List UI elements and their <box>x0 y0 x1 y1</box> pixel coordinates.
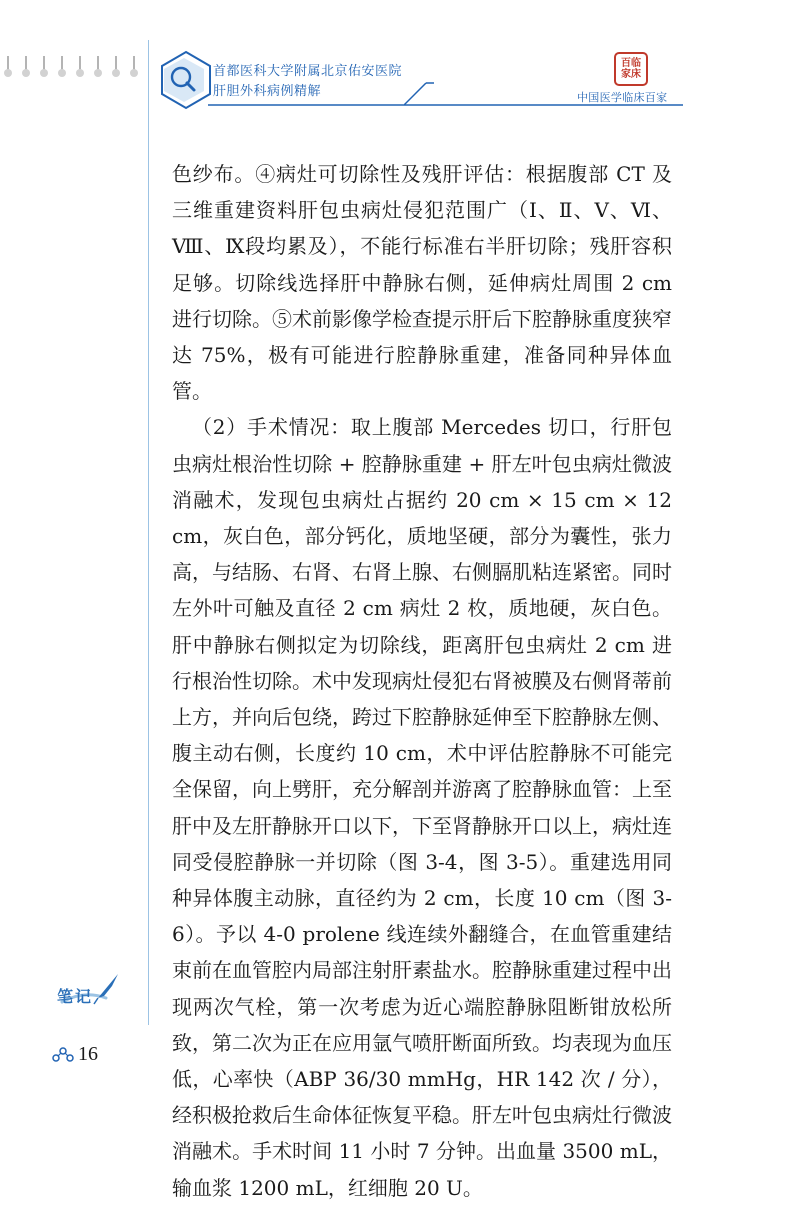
series-name: 中国医学临床百家 <box>577 91 668 104</box>
pin-decoration <box>76 56 84 78</box>
series-seal-logo: 百临 家床 <box>614 52 648 86</box>
main-text <box>172 156 672 1206</box>
pin-decoration <box>58 56 66 78</box>
pin-decoration <box>40 56 48 78</box>
paragraph: 色纱布。④病灶可切除性及残肝评估：根据腹部 CT 及三维重建资料肝包虫病灶侵犯范围广（Ⅰ、Ⅱ、Ⅴ、Ⅵ、Ⅷ、Ⅸ段均累及），不能行标准右半肝切除；残肝容积足够。切除线选择肝中静脉右侧，延伸病灶周围 2 cm 进行切除。⑤术前影像学检查提示肝后下腔静脉重度狭窄达 75%，极有可能进行腔静脉重建，准备同种异体血管。 <box>172 162 672 404</box>
header-book-title: 肝胆外科病例精解 <box>213 84 322 99</box>
pin-decoration <box>112 56 120 78</box>
header-institution: 首都医科大学附属北京佑安医院 <box>213 64 403 79</box>
page-number-area <box>52 1043 98 1065</box>
book-header <box>213 62 402 102</box>
pin-decoration <box>94 56 102 78</box>
notes-label: 笔记 <box>57 987 94 1006</box>
header-rule-slant <box>404 80 434 106</box>
margin-rule <box>148 40 149 1025</box>
binder-pins <box>0 56 140 82</box>
pin-decoration <box>130 56 138 78</box>
notes-badge <box>54 968 124 1012</box>
pin-decoration <box>22 56 30 78</box>
hexagon-magnifier-icon <box>156 50 216 110</box>
molecule-icon <box>52 1045 74 1063</box>
page-number: 16 <box>78 1042 98 1065</box>
pin-decoration <box>4 56 12 78</box>
paragraph: （2）手术情况：取上腹部 Mercedes 切口，行肝包虫病灶根治性切除 + 腔静脉重建 + 肝左叶包虫病灶微波消融术，发现包虫病灶占据约 20 cm × 15 cm × 12 cm，灰白色，部分钙化，质地坚硬，部分为囊性，张力高，与结肠、右肾、右肾上腺、右侧膈肌粘连紧密。同时左外叶可触及直径 2 cm 病灶 2 枚，质地硬，灰白色。肝中静脉右侧拟定为切除线，距离肝包虫病灶 2 cm 进行根治性切除。术中发现病灶侵犯右肾被膜及右侧肾蒂前上方，并向后包绕，跨过下腔静脉延伸至下腔静脉左侧、腹主动右侧，长度约 10 cm，术中评估腔静脉不可能完全保留，向上劈肝，充分解剖并游离了腔静脉血管：上至肝中及左肝静脉开口以下，下至肾静脉开口以上，病灶连同受侵腔静脉一并切除（图 3-4，图 3-5）。重建选用同种异体腹主动脉，直径约为 2 cm，长度 10 cm（图 3-6）。予以 4-0 prolene 线连续外翻缝合，在血管重建结束前在血管腔内局部注射肝素盐水。腔静脉重建过程中出现两次气栓，第一次考虑为近心端腔静脉阻断钳放松所致，第二次为正在应用氩气喷肝断面所致。均表现为血压低，心率快（ABP 36/30 mmHg，HR 142 次 / 分），经积极抢救后生命体征恢复平稳。肝左叶包虫病灶行微波消融术。手术时间 11 小时 7 分钟。出血量 3500 mL，输血浆 1200 mL，红细胞 20 U。 <box>172 415 672 1200</box>
